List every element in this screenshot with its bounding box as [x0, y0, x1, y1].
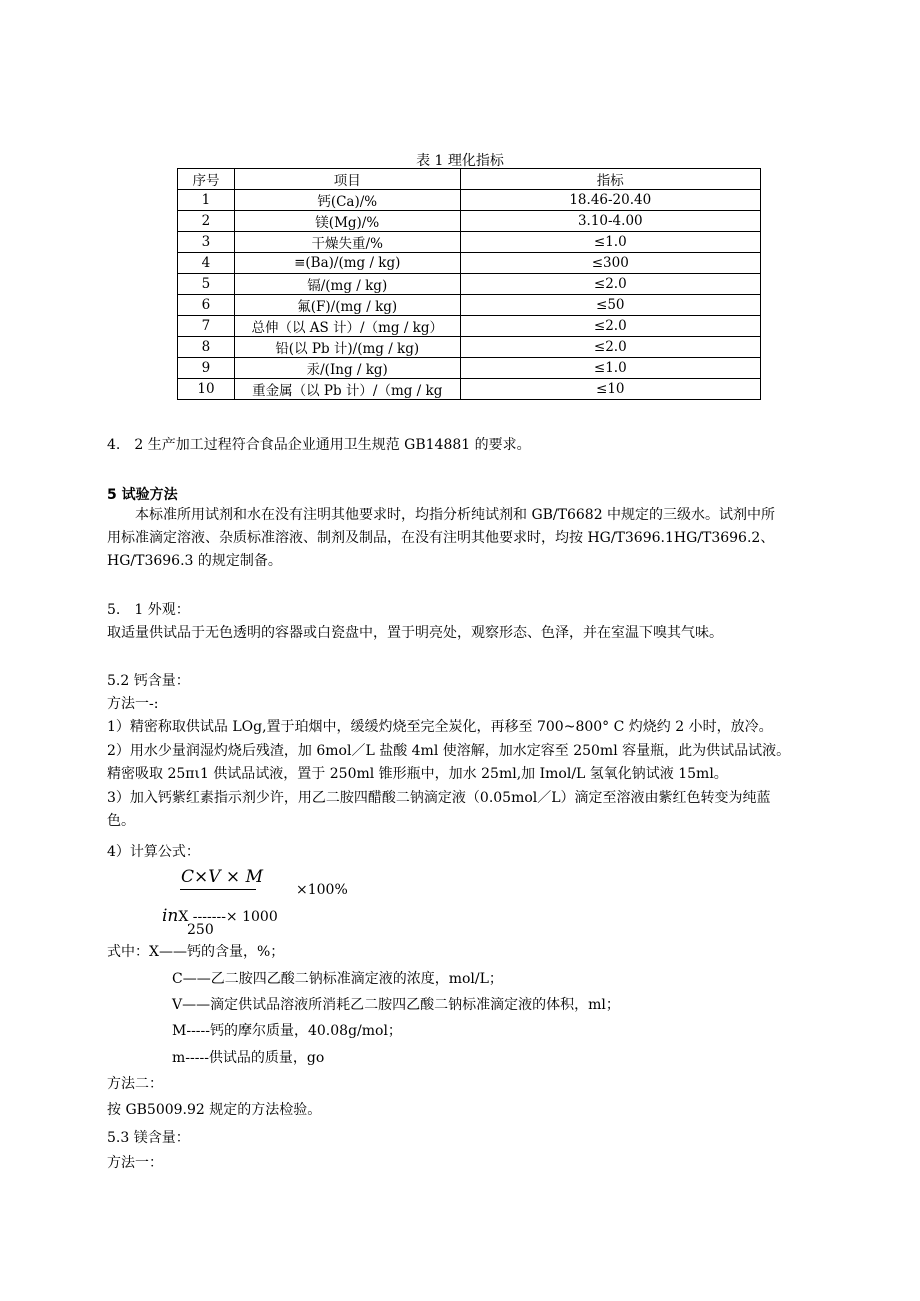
cell-item: 镁(Mg)/% [234, 211, 460, 232]
clause-4-2: 4. 2 生产加工过程符合食品企业通用卫生规范 GB14881 的要求。 [107, 437, 531, 453]
cell-index: 2 [178, 211, 235, 232]
cell-spec: 18.46-20.40 [460, 190, 760, 211]
formula-percent: ×100% [296, 882, 348, 898]
cell-item: 重金属（以 Pb 计）/（mg / kg [234, 379, 460, 400]
table-header-row [178, 169, 761, 190]
table-row [178, 253, 761, 274]
table-row [178, 316, 761, 337]
step-3-line2: 色。 [107, 813, 135, 829]
table-row [178, 211, 761, 232]
step-4-label: 4）计算公式： [107, 844, 200, 860]
table-row [178, 379, 761, 400]
step-3-line1: 3）加入钙紫红素指示剂少许，用乙二胺四醋酸二钠滴定液（0.05mol／L）滴定至溶液由紫红色转变为纯蓝 [107, 790, 771, 806]
cell-index: 3 [178, 232, 235, 253]
section-5-1-heading: 5. 1 外观： [107, 602, 190, 618]
cell-index: 9 [178, 358, 235, 379]
table-row [178, 295, 761, 316]
cell-spec: ≤300 [460, 253, 760, 274]
section-5-2-heading: 5.2 钙含量： [107, 673, 190, 689]
cell-item: 镉/(mg / kg) [234, 274, 460, 295]
where-line-m: M-----钙的摩尔质量，40.08g/mol； [172, 1023, 402, 1039]
cell-item: 氟(F)/(mg / kg) [234, 295, 460, 316]
method-one-label: 方法一-: [107, 696, 159, 712]
formula-denominator [162, 906, 278, 926]
where-line-x: 式中：X——钙的含量，%； [107, 944, 285, 960]
cell-item: 铅(以 Pb 计)/(mg / kg) [234, 337, 460, 358]
step-2-line1: 2）用水少量润湿灼烧后残渣，加 6mol／L 盐酸 4ml 使溶解，加水定容至 250ml 容量瓶，此为供试品试液。 [107, 743, 791, 759]
section-5-heading: 5 试验方法 [107, 487, 178, 503]
cell-index: 7 [178, 316, 235, 337]
table-row [178, 274, 761, 295]
table-row [178, 232, 761, 253]
step-1: 1）精密称取供试品 LOg,置于珀烟中，缓缓灼烧至完全炭化，再移至 700~800° C 灼烧约 2 小时，放冷。 [107, 719, 773, 735]
method-one-label-5-3: 方法一： [107, 1155, 163, 1171]
cell-spec: ≤2.0 [460, 337, 760, 358]
table-row [178, 190, 761, 211]
section-5-paragraph-line2: 用标准滴定溶液、杂质标准溶液、制剂及制品，在没有注明其他要求时，均按 HG/T3696.1HG/T3696.2、 [107, 530, 775, 546]
where-line-v: V——滴定供试品溶液所消耗乙二胺四乙酸二钠标准滴定液的体积，ml； [172, 997, 620, 1013]
cell-spec: ≤10 [460, 379, 760, 400]
header-spec: 指标 [460, 169, 760, 190]
formula-fraction-line [180, 889, 256, 890]
step-2-line2: 精密吸取 25πι1 供试品试液，置于 250ml 锥形瓶中，加水 25ml,加 Imol/L 氢氧化钠试液 15ml。 [107, 766, 728, 782]
table-row [178, 358, 761, 379]
method-two-text: 按 GB5009.92 规定的方法检验。 [107, 1102, 322, 1118]
cell-item: 钙(Ca)/% [234, 190, 460, 211]
section-5-1-text: 取适量供试品于无色透明的容器或白瓷盘中，置于明亮处，观察形态、色泽，并在室温下嗅其气味。 [107, 625, 723, 641]
cell-item: ≡(Ba)/(mg / kg) [234, 253, 460, 274]
cell-index: 1 [178, 190, 235, 211]
cell-spec: ≤1.0 [460, 232, 760, 253]
cell-item: 总伸（以 AS 计）/（mg / kg） [234, 316, 460, 337]
cell-item: 汞/(Ing / kg) [234, 358, 460, 379]
table-caption: 表 1 理化指标 [416, 153, 504, 169]
header-index: 序号 [178, 169, 235, 190]
where-line-c: C——乙二胺四乙酸二钠标准滴定液的浓度，mol/L； [172, 971, 503, 987]
cell-spec: 3.10-4.00 [460, 211, 760, 232]
formula-250: 250 [187, 922, 214, 938]
cell-spec: ≤2.0 [460, 274, 760, 295]
cell-spec: ≤1.0 [460, 358, 760, 379]
table-row [178, 337, 761, 358]
cell-spec: ≤2.0 [460, 316, 760, 337]
formula-denominator-text: X -------× 1000 [178, 909, 278, 925]
header-item: 项目 [234, 169, 460, 190]
method-two-label: 方法二： [107, 1076, 163, 1092]
cell-index: 6 [178, 295, 235, 316]
cell-item: 干燥失重/% [234, 232, 460, 253]
cell-index: 5 [178, 274, 235, 295]
formula-numerator: C×V × M [181, 867, 263, 887]
formula-in: in [162, 906, 179, 926]
where-line-mass: m-----供试品的质量，go [172, 1050, 325, 1066]
cell-index: 4 [178, 253, 235, 274]
section-5-paragraph-line1: 本标准所用试剂和水在没有注明其他要求时，均指分析纯试剂和 GB/T6682 中规定的三级水。试剂中所 [135, 507, 776, 523]
cell-index: 8 [178, 337, 235, 358]
cell-index: 10 [178, 379, 235, 400]
cell-spec: ≤50 [460, 295, 760, 316]
section-5-3-heading: 5.3 镁含量： [107, 1130, 190, 1146]
specification-table [177, 168, 761, 400]
section-5-paragraph-line3: HG/T3696.3 的规定制备。 [107, 553, 282, 569]
